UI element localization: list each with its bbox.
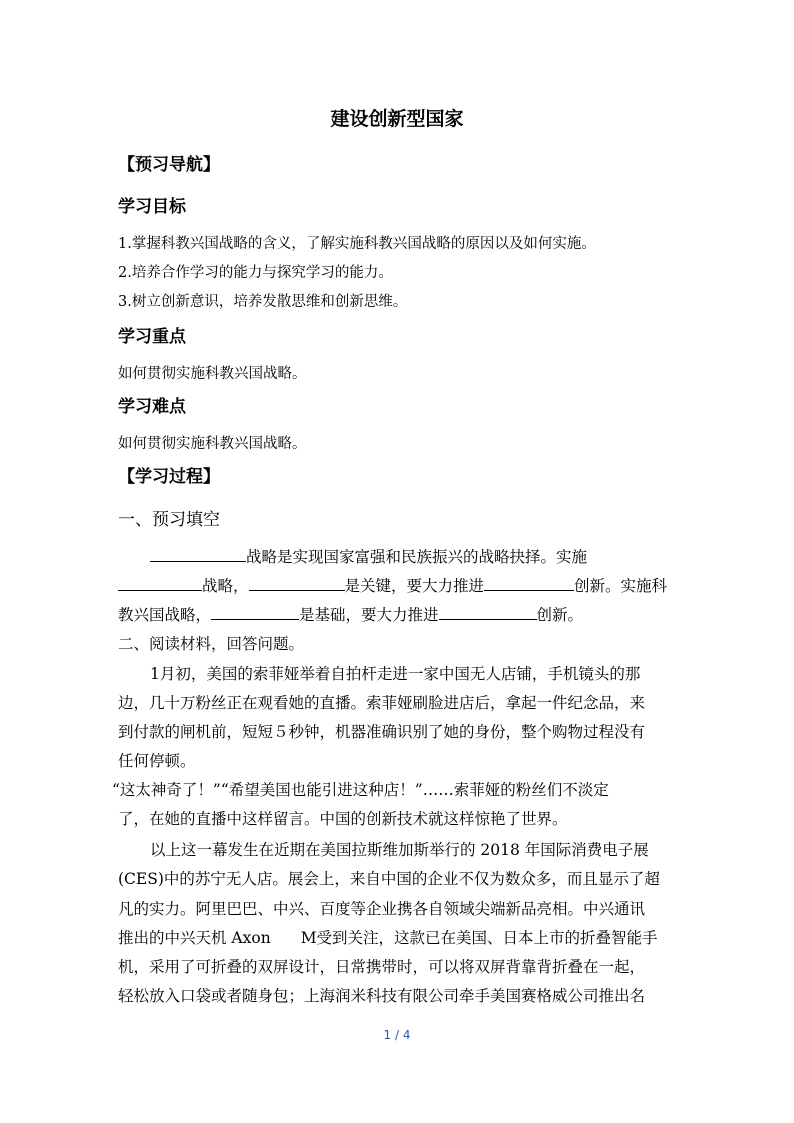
answer-blank[interactable] [484, 576, 574, 591]
goals-heading: 学习目标 [118, 197, 186, 217]
key-points-heading: 学习重点 [118, 327, 186, 347]
reading-heading: 二、阅读材料，回答问题。 [118, 635, 305, 653]
reading-line: 推出的中兴天机 Axon M受到关注，这款已在美国、日本上市的折叠智能手 [118, 929, 658, 947]
fill-blank-heading: 一、预习填空 [118, 510, 220, 530]
answer-blank[interactable] [439, 605, 537, 620]
reading-line: 到付款的闸机前，短短５秒钟，机器准确识别了她的身份，整个购物过程没有 [118, 723, 646, 741]
preview-nav-heading: 【预习导航】 [118, 155, 220, 175]
reading-line: 凡的实力。阿里巴巴、中兴、百度等企业携各自领域尖端新品亮相。中兴通讯 [118, 900, 646, 918]
reading-line: 任何停顿。 [118, 752, 196, 770]
process-heading: 【学习过程】 [118, 467, 220, 487]
goal-item: 2.培养合作学习的能力与探究学习的能力。 [118, 265, 393, 281]
reading-line: (CES)中的苏宁无人店。展会上，来自中国的企业不仅为数众多，而且显示了超 [118, 870, 660, 888]
answer-blank[interactable] [150, 547, 246, 562]
page-number: 1 / 4 [383, 1028, 411, 1042]
reading-line: 了，在她的直播中这样留言。中国的创新技术就这样惊艳了世界。 [118, 810, 568, 828]
goal-item: 3.树立创新意识，培养发散思维和创新思维。 [118, 294, 408, 310]
answer-blank[interactable] [211, 605, 299, 620]
page-title: 建设创新型国家 [330, 108, 464, 130]
answer-blank[interactable] [118, 576, 202, 591]
reading-line: 轻松放入口袋或者随身包；上海润米科技有限公司牵手美国赛格威公司推出名 [118, 987, 646, 1005]
difficulty-heading: 学习难点 [118, 397, 186, 417]
key-points-text: 如何贯彻实施科教兴国战略。 [118, 366, 307, 382]
reading-line: 1月初，美国的索菲娅举着自拍杆走进一家中国无人店铺，手机镜头的那 [150, 665, 641, 683]
reading-line: “这太神奇了！”“希望美国也能引进这种店！”……索菲娅的粉丝们不淡定 [112, 781, 609, 799]
goal-item: 1.掌握科教兴国战略的含义，了解实施科教兴国战略的原因以及如何实施。 [118, 236, 596, 252]
answer-blank[interactable] [249, 576, 345, 591]
fill-line-3: 教兴国战略， 是基础，要大力推进 创新。 [118, 606, 584, 624]
reading-line: 机，采用了可折叠的双屏设计，日常携带时，可以将双屏背靠背折叠在一起， [118, 958, 646, 976]
fill-line-1: 战略是实现国家富强和民族振兴的战略抉择。实施 [150, 545, 710, 567]
difficulty-text: 如何贯彻实施科教兴国战略。 [118, 436, 307, 452]
reading-line: 边，几十万粉丝正在观看她的直播。索菲娅刷脸进店后，拿起一件纪念品，来 [118, 694, 646, 712]
fill-line-2: 战略， 是关键，要大力推进 创新。实施科 [118, 574, 678, 596]
reading-line: 以上这一幕发生在近期在美国拉斯维加斯举行的 2018 年国际消费电子展 [150, 841, 649, 859]
